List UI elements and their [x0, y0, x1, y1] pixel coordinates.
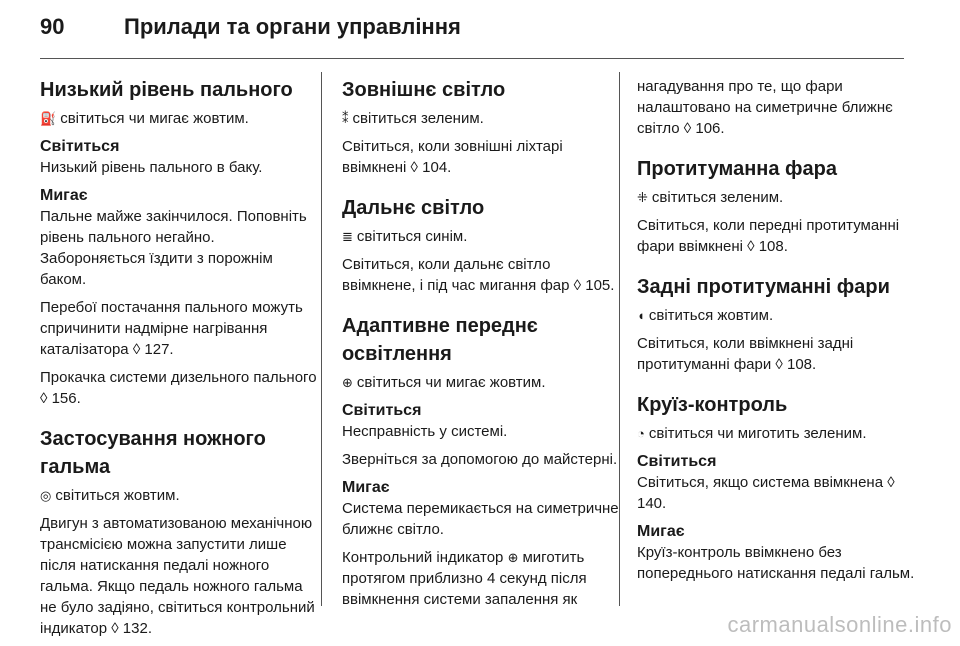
afl-flash-heading: Мигає [342, 479, 390, 496]
afl-lit-text-2: Зверніться за допомогою до майстерні. [342, 451, 618, 468]
fuel-note-2: Прокачка системи дизельного пального ◊ 156. [40, 369, 317, 407]
column-1 [40, 76, 322, 646]
afl-lit-heading: Світиться [342, 402, 422, 419]
exterior-light-heading: Зовнішнє світло [342, 79, 506, 101]
watermark: carmanualsonline.info [727, 612, 952, 637]
fuel-intro: ⛽ світиться чи мигає жовтим. [40, 110, 249, 127]
fuel-flash-text: Пальне майже закінчилося. Поповніть рівень пального негайно. Забороняється їздити з порожнім баком. [40, 208, 307, 288]
high-beam-heading: Дальнє світло [342, 197, 485, 219]
page-number: 90 [40, 14, 65, 39]
afl-lit-text-1: Несправність у системі. [342, 423, 508, 440]
exterior-light-text: Світиться, коли зовнішні ліхтарі ввімкнені ◊ 104. [342, 138, 563, 176]
cruise-lit-heading: Світиться [637, 453, 717, 470]
brake-intro: ◎ світиться жовтим. [40, 487, 180, 504]
column-3 [637, 76, 919, 591]
high-beam-icon: ≣ [342, 229, 353, 244]
afl-flash-text-1: Система перемикається на симетричне ближнє світло. [342, 500, 619, 538]
afl-flash-text-2: Контрольний індикатор ⊕ миготить протягом приблизно 4 секунд після ввімкнення системи запалення як [342, 549, 587, 608]
front-fog-heading: Протитуманна фара [637, 158, 838, 180]
front-fog-intro: ⁜ світиться зеленим. [637, 189, 784, 206]
fuel-note-1: Перебої постачання пального можуть спричинити надмірне нагрівання каталізатора ◊ 127. [40, 299, 303, 358]
rear-fog-icon: ◖ [637, 308, 645, 323]
high-beam-intro: ≣ світиться синім. [342, 228, 468, 245]
fuel-pump-icon: ⛽ [40, 111, 57, 126]
rear-fog-heading: Задні протитуманні фари [637, 276, 890, 298]
fuel-lit-heading: Світиться [40, 138, 120, 155]
rear-fog-intro: ◖ світиться жовтим. [637, 307, 774, 324]
header-rule [40, 58, 904, 59]
high-beam-text: Світиться, коли дальнє світло ввімкнене, і під час мигання фар ◊ 105. [342, 256, 615, 294]
front-fog-text: Світиться, коли передні протитуманні фари ввімкнені ◊ 108. [637, 217, 900, 255]
brake-text: Двигун з автоматизованою механічною трансмісією можна запустити лише після натискання педалі ножного гальма. Якщо педаль ножного гальма не було задіяно, світиться контрольний індикатор ◊ 132. [40, 515, 315, 637]
cruise-control-icon: ◔ [637, 426, 645, 441]
adaptive-light-icon-inline: ⊕ [507, 550, 519, 565]
foot-brake-icon: ◎ [40, 488, 52, 503]
adaptive-light-heading: Адаптивне переднє освітлення [342, 315, 538, 365]
cruise-flash-text: Круїз-контроль ввімкнено без попереднього натискання педалі гальм. [637, 544, 915, 582]
continuation-text: нагадування про те, що фари налаштовано на симетричне ближнє світло ◊ 106. [637, 78, 893, 137]
front-fog-icon: ⁜ [637, 190, 648, 205]
cruise-flash-heading: Мигає [637, 523, 685, 540]
adaptive-light-icon: ⊕ [342, 375, 353, 390]
exterior-light-intro: ⁑ світиться зеленим. [342, 110, 484, 127]
rear-fog-text: Світиться, коли ввімкнені задні протитуманні фари ◊ 108. [637, 335, 854, 373]
fuel-lit-text: Низький рівень пального в баку. [40, 159, 263, 176]
cruise-lit-text: Світиться, якщо система ввімкнена ◊ 140. [637, 474, 895, 512]
cruise-intro: ◔ світиться чи миготить зеленим. [637, 425, 867, 442]
fuel-heading: Низький рівень пального [40, 79, 293, 101]
cruise-heading: Круїз-контроль [637, 394, 788, 416]
column-2 [342, 76, 624, 617]
brake-heading: Застосування ножного гальма [40, 428, 266, 478]
side-lights-icon: ⁑ [342, 111, 349, 126]
page-title: Прилади та органи управління [124, 14, 461, 39]
adaptive-light-intro: ⊕ світиться чи мигає жовтим. [342, 374, 546, 391]
fuel-flash-heading: Мигає [40, 187, 88, 204]
page-header [40, 14, 904, 54]
